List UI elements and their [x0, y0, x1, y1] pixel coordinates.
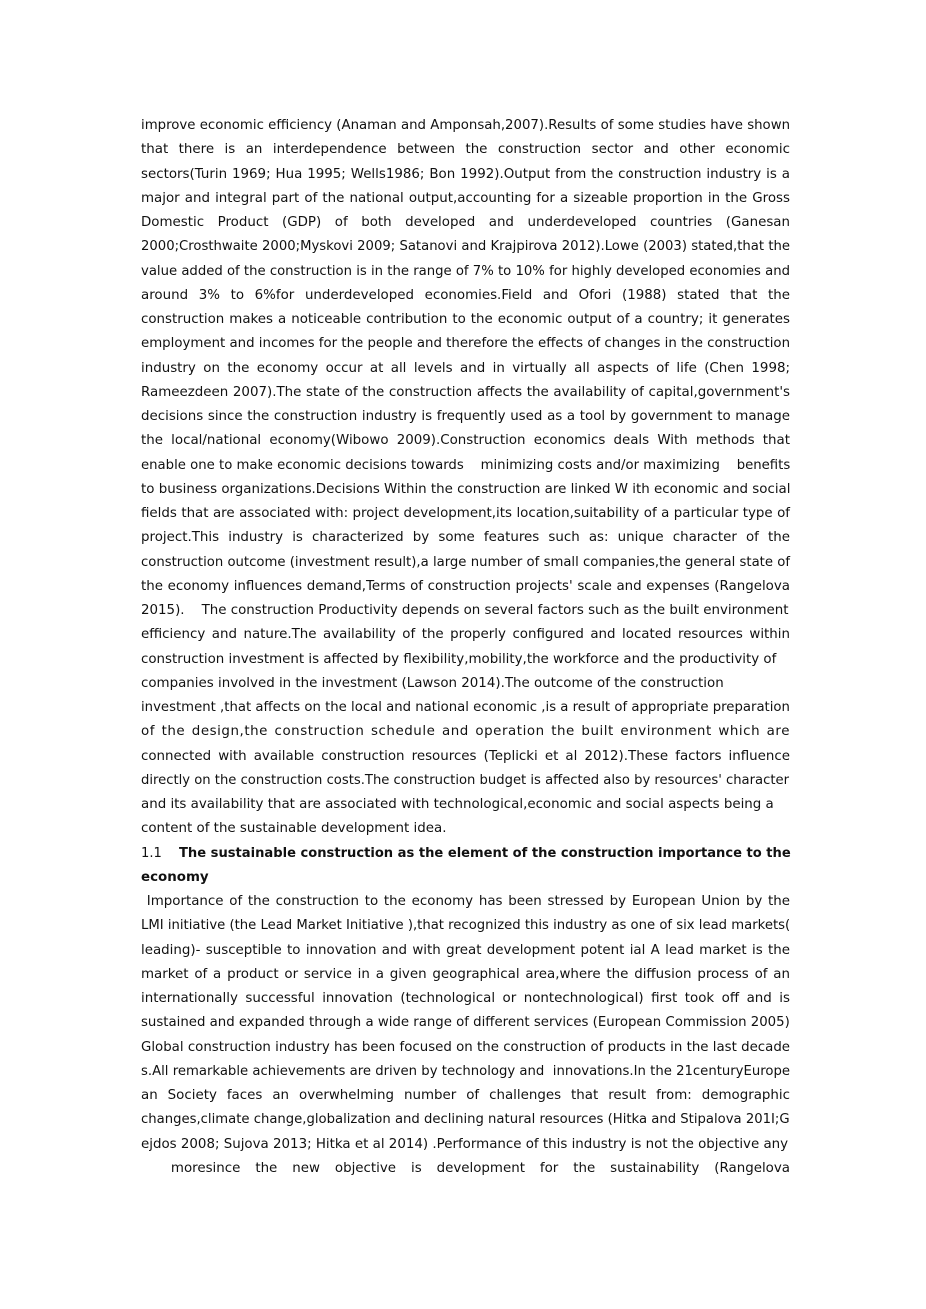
text-line: connected with available construction resources (Teplicki et al 2012).These factors influence — [141, 748, 790, 764]
text-line: 2000;Crosthwaite 2000;Myskovi 2009; Satanovi and Krajpirova 2012).Lowe (2003) stated,that the — [141, 239, 790, 255]
section-heading-continued: economy — [141, 869, 209, 885]
text-line: and its availability that are associated with technological,economic and social aspects being a — [141, 797, 774, 812]
text-line: construction makes a noticeable contribution to the economic output of a country; it generates — [141, 312, 790, 327]
text-line: investment ,that affects on the local and national economic ,is a result of appropriate preparation — [141, 700, 790, 715]
text-line: Domestic Product (GDP) of both developed and underdeveloped countries (Ganesan — [141, 215, 790, 230]
text-line: industry on the economy occur at all levels and in virtually all aspects of life (Chen 1998; — [141, 360, 790, 376]
text-line: internationally successful innovation (technological or nontechnological) first took off and is — [141, 991, 790, 1006]
text-line: Global construction industry has been focused on the construction of products in the last decade — [141, 1039, 790, 1055]
text-line: companies involved in the investment (Lawson 2014).The outcome of the construction — [141, 675, 724, 691]
section-number: 1.1 — [141, 845, 162, 861]
text-line: efficiency and nature.The availability of the properly configured and located resources within — [141, 627, 790, 643]
text-line: 2015). The construction Productivity depends on several factors such as the built environment — [141, 603, 789, 618]
text-line: decisions since the construction industry is frequently used as a tool by government to manage — [141, 409, 790, 424]
text-line: of the design,the construction schedule and operation the built environment which are — [141, 724, 790, 740]
text-line: content of the sustainable development idea. — [141, 821, 447, 837]
text-line: construction outcome (investment result),a large number of small companies,the general state of — [141, 554, 790, 570]
text-line: construction investment is affected by flexibility,mobility,the workforce and the productivity of — [141, 651, 777, 667]
text-line: sustained and expanded through a wide range of different services (European Commission 2005) — [141, 1015, 790, 1031]
text-line: ejdos 2008; Sujova 2013; Hitka et al 2014) .Performance of this industry is not the objective any — [141, 1136, 789, 1152]
text-line: LMI initiative (the Lead Market Initiative ),that recognized this industry as one of six lead markets( — [141, 918, 791, 934]
text-line: sectors(Turin 1969; Hua 1995; Wells1986; Bon 1992).Output from the construction industry is a — [141, 166, 790, 182]
text-line: changes,climate change,globalization and declining natural resources (Hitka and Stipalova 201I;G — [141, 1112, 790, 1128]
text-line: market of a product or service in a given geographical area,where the diffusion process of an — [141, 966, 790, 982]
text-line: an Society faces an overwhelming number of challenges that result from: demographic — [141, 1088, 790, 1103]
text-line: moresince the new objective is development for the sustainability (Rangelova — [141, 1160, 790, 1176]
text-line: around 3% to 6%for underdeveloped economies.Field and Ofori (1988) stated that the — [141, 287, 790, 303]
text-line: fields that are associated with: project development,its location,suitability of a particular type of — [141, 506, 790, 521]
text-line: Rameezdeen 2007).The state of the construction affects the availability of capital,government's — [141, 384, 790, 400]
text-line: leading)- susceptible to innovation and with great development potent ial A lead market is the — [141, 942, 790, 958]
body-text — [141, 114, 790, 1181]
text-line: the local/national economy(Wibowo 2009).Construction economics deals With methods that — [141, 433, 790, 449]
text-line: value added of the construction is in the range of 7% to 10% for highly developed economies and — [141, 263, 790, 279]
text-line: the economy influences demand,Terms of construction projects' scale and expenses (Rangelova — [141, 578, 790, 594]
text-line: project.This industry is characterized by some features such as: unique character of the — [141, 530, 790, 546]
section-heading — [141, 842, 790, 866]
section-title: The sustainable construction as the element of the construction importance to the — [179, 845, 791, 861]
text-line: to business organizations.Decisions Within the construction are linked W ith economic and social — [141, 481, 791, 497]
text-line: enable one to make economic decisions towards minimizing costs and/or maximizing benefits — [141, 457, 791, 473]
text-line: improve economic efficiency (Anaman and Amponsah,2007).Results of some studies have shown — [141, 118, 790, 133]
text-line: employment and incomes for the people and therefore the effects of changes in the construction — [141, 336, 791, 352]
text-line: Importance of the construction to the economy has been stressed by European Union by the — [141, 894, 790, 909]
text-line: that there is an interdependence between the construction sector and other economic — [141, 142, 790, 158]
text-line: s.All remarkable achievements are driven by technology and innovations.In the 21centuryEurope — [141, 1063, 790, 1079]
text-line: directly on the construction costs.The construction budget is affected also by resources' character — [141, 772, 789, 788]
text-line: major and integral part of the national output,accounting for a sizeable proportion in the Gross — [141, 190, 790, 206]
